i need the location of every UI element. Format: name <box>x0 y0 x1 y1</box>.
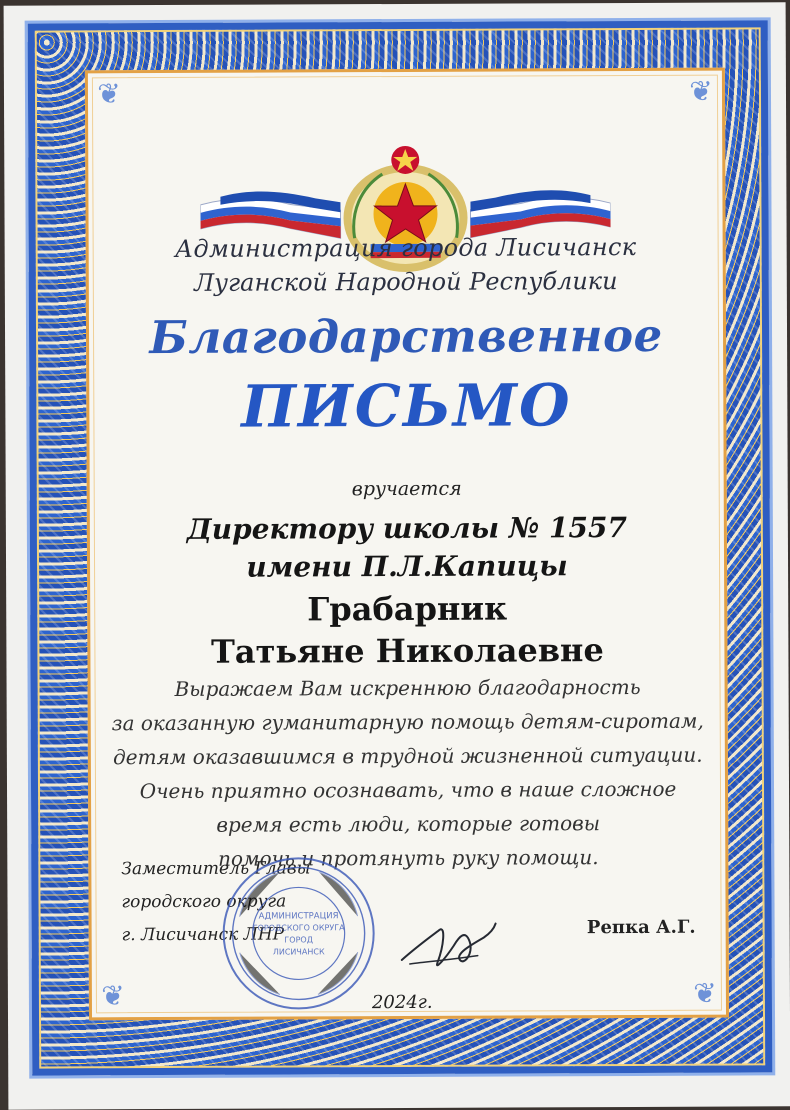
certificate-title-line-1: Благодарственное <box>149 308 663 365</box>
recipient-given-names: Татьяне Николаевне <box>210 631 604 671</box>
stamp-text-line: ГОРОДСКОГО ОКРУГА <box>252 923 345 933</box>
issue-year: 2024г. <box>371 991 433 1014</box>
recipient-position: Директору школы № 1557 <box>186 510 627 546</box>
recipient-surname: Грабарник <box>307 589 508 629</box>
handwritten-signature <box>392 912 502 982</box>
corner-ornament-icon: ❦ <box>101 979 125 1013</box>
gratitude-text-line: Выражаем Вам искреннюю благодарность <box>174 674 641 701</box>
official-stamp <box>219 854 378 1013</box>
corner-ornament-icon: ❦ <box>97 77 121 111</box>
gratitude-text-line: время есть люди, которые готовы <box>216 811 601 837</box>
stamp-text-line: АДМИНИСТРАЦИЯ <box>258 911 339 922</box>
administration-line-2: Луганской Народной Республики <box>194 267 618 297</box>
signer-name: Репка А.Г. <box>586 916 696 939</box>
gratitude-text-line: помочь и протянуть руку помощи. <box>218 845 599 871</box>
corner-ornament-icon: ❦ <box>689 74 713 108</box>
administration-line-1: Администрация города Лисичанск <box>174 232 637 263</box>
signer-title-line: городского округа <box>121 891 287 913</box>
signer-title-line: г. Лисичанск ЛНР <box>121 924 285 946</box>
paper-sheet <box>4 2 790 1109</box>
certificate-inner-panel <box>85 68 729 1021</box>
stamp-text-line: ГОРОД <box>284 935 313 945</box>
certificate-title-line-2: ПИСЬМО <box>241 371 572 441</box>
gratitude-text-line: Очень приятно осознавать, что в наше сложное <box>139 776 677 804</box>
gratitude-text-line: детям оказавшимся в трудной жизненной ситуации. <box>113 742 703 770</box>
corner-ornament-icon: ❦ <box>693 976 717 1010</box>
gratitude-text-line: за оказанную гуманитарную помощь детям-сиротам, <box>111 708 704 736</box>
ornamental-frame <box>28 20 773 1075</box>
recipient-school-name: имени П.Л.Капицы <box>246 549 568 584</box>
presented-to-label: вручается <box>351 477 462 501</box>
stamp-text-line: ЛИСИЧАНСК <box>272 947 325 957</box>
signer-title-line: Заместитель Главы <box>121 858 311 880</box>
